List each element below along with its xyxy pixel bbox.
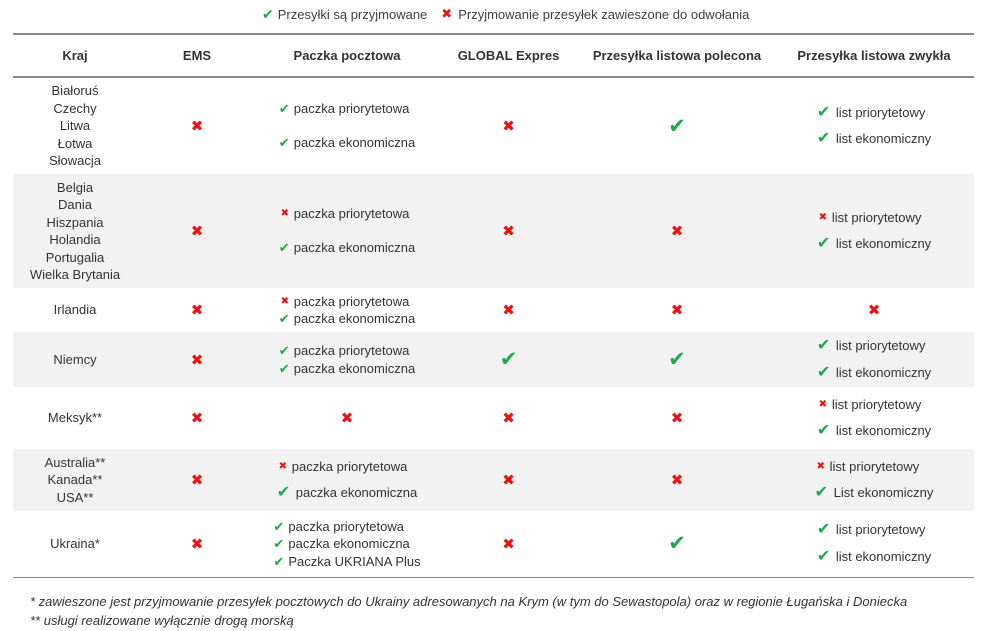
cell-polecona <box>580 332 774 387</box>
legend-suspended <box>441 6 749 22</box>
option-label: paczka priorytetowa <box>291 458 408 474</box>
check-icon: ✔ <box>273 553 285 569</box>
option-label: list priorytetowy <box>835 104 926 120</box>
cell-paczka <box>257 288 437 332</box>
cell-ems <box>137 511 257 577</box>
check-icon: ✔ <box>278 343 290 358</box>
cell-polecona <box>580 288 774 332</box>
check-icon: ✔ <box>816 521 831 539</box>
option-label: paczka priorytetowa <box>288 518 405 534</box>
header-kraj: Kraj <box>62 48 88 63</box>
option-label: paczka ekonomiczna <box>293 240 416 255</box>
cell-zwykla <box>774 288 974 332</box>
check-icon: ✔ <box>816 235 831 252</box>
option-label: list priorytetowy <box>835 522 926 538</box>
check-icon: ✔ <box>816 547 831 565</box>
check-icon: ✔ <box>668 348 686 371</box>
cell-zwykla <box>774 449 974 511</box>
table-row <box>13 449 974 511</box>
check-icon: ✔ <box>278 360 290 376</box>
cross-icon: ✖ <box>502 302 515 319</box>
cell-global <box>437 77 580 174</box>
header-listowa-polecona: Przesyłka listowa polecona <box>592 48 762 63</box>
table-row <box>13 387 974 449</box>
option-label: list ekonomiczny <box>835 236 932 251</box>
cell-ems <box>137 332 257 387</box>
check-icon: ✔ <box>816 130 831 147</box>
cell-paczka <box>257 449 437 511</box>
cell-polecona <box>580 511 774 577</box>
country-name: Holandia <box>49 232 101 247</box>
option-label: list ekonomiczny <box>835 548 932 564</box>
cross-icon: ✖ <box>190 472 204 489</box>
cell-paczka <box>257 511 437 577</box>
country-name: Kanada** <box>47 472 103 488</box>
cross-icon: ✖ <box>818 211 827 223</box>
cross-icon: ✖ <box>190 410 204 427</box>
cell-polecona <box>580 77 774 174</box>
option-label: list ekonomiczny <box>835 131 932 146</box>
option-label: list priorytetowy <box>831 209 922 225</box>
legend-accepted-label: Przesyłki są przyjmowane <box>277 6 428 22</box>
cell-polecona <box>580 449 774 511</box>
legend-suspended-label: Przyjmowanie przesyłek zawieszone do odwołania <box>458 6 750 22</box>
cell-countries <box>13 511 137 577</box>
check-icon: ✔ <box>816 337 831 354</box>
option-label: List ekonomiczny <box>833 485 934 500</box>
cell-global <box>437 511 580 577</box>
cell-countries <box>13 332 137 387</box>
country-name: Dania <box>58 197 92 212</box>
country-name: Białoruś <box>51 83 99 99</box>
cross-icon: ✖ <box>280 208 289 219</box>
cross-icon: ✖ <box>280 295 289 307</box>
cross-icon: ✖ <box>502 472 515 489</box>
option-label: paczka ekonomiczna <box>293 311 416 326</box>
option-label: list ekonomiczny <box>835 423 932 438</box>
country-name: Słowacja <box>48 153 102 169</box>
cross-icon: ✖ <box>340 410 354 427</box>
country-name: Australia** <box>44 454 106 470</box>
cross-icon: ✖ <box>670 223 684 240</box>
country-name: Meksyk** <box>47 410 103 426</box>
option-label: list priorytetowy <box>829 458 920 474</box>
cross-icon: ✖ <box>278 460 287 472</box>
check-icon: ✔ <box>262 5 274 22</box>
legend <box>262 5 749 23</box>
cell-zwykla <box>774 174 974 288</box>
cross-icon: ✖ <box>502 410 515 427</box>
option-label: Paczka UKRIANA Plus <box>288 553 421 569</box>
check-icon: ✔ <box>816 422 831 439</box>
option-label: paczka ekonomiczna <box>293 135 416 150</box>
country-name: Ukraina* <box>50 536 100 551</box>
cell-paczka <box>257 174 437 288</box>
legend-accepted <box>262 6 427 23</box>
footnotes <box>30 592 907 630</box>
header-paczka-pocztowa: Paczka pocztowa <box>293 48 401 63</box>
cell-countries <box>13 387 137 449</box>
cell-global <box>437 174 580 288</box>
option-label: list ekonomiczny <box>835 364 932 380</box>
check-icon: ✔ <box>668 114 686 138</box>
cell-zwykla <box>774 387 974 449</box>
cross-icon: ✖ <box>502 535 515 553</box>
footnote-ukraine: * zawieszone jest przyjmowanie przesyłek pocztowych do Ukrainy adresowanych na Krym (w tym do Sewastopola) oraz w regionie Ługańska i Doniecka <box>30 594 908 609</box>
cell-ems <box>137 77 257 174</box>
country-name: Łotwa <box>57 135 93 151</box>
country-name: USA** <box>56 489 94 505</box>
table-row <box>13 511 974 577</box>
check-icon: ✔ <box>273 518 285 534</box>
header-listowa-zwykla: Przesyłka listowa zwykła <box>797 48 951 63</box>
cell-countries <box>13 449 137 511</box>
cell-zwykla <box>774 332 974 387</box>
cross-icon: ✖ <box>670 302 684 319</box>
services-table <box>13 33 974 578</box>
country-name: Litwa <box>59 118 91 134</box>
check-icon: ✔ <box>278 240 290 255</box>
cross-icon: ✖ <box>502 223 515 240</box>
cell-countries <box>13 77 137 174</box>
check-icon: ✔ <box>278 101 290 116</box>
country-name: Hiszpania <box>46 214 104 230</box>
cell-paczka <box>257 332 437 387</box>
check-icon: ✔ <box>816 103 831 121</box>
cross-icon: ✖ <box>190 535 204 553</box>
cell-zwykla <box>774 77 974 174</box>
option-label: paczka ekonomiczna <box>293 360 416 376</box>
country-name: Czechy <box>53 100 97 116</box>
check-icon: ✔ <box>278 311 290 326</box>
option-label: paczka priorytetowa <box>293 343 410 358</box>
cell-paczka <box>257 77 437 174</box>
table-row <box>13 288 974 332</box>
cell-ems <box>137 174 257 288</box>
country-name: Belgia <box>56 179 94 195</box>
cell-ems <box>137 288 257 332</box>
table-row <box>13 77 974 174</box>
check-icon: ✔ <box>278 135 290 150</box>
country-name: Wielka Brytania <box>29 267 121 282</box>
cross-icon: ✖ <box>190 302 204 319</box>
cell-polecona <box>580 387 774 449</box>
option-label: paczka ekonomiczna <box>295 485 418 500</box>
cross-icon: ✖ <box>190 223 204 240</box>
country-name: Niemcy <box>53 351 97 367</box>
option-label: paczka priorytetowa <box>293 293 410 309</box>
option-label: paczka ekonomiczna <box>288 536 410 551</box>
cross-icon: ✖ <box>502 118 515 135</box>
cell-zwykla <box>774 511 974 577</box>
cell-ems <box>137 449 257 511</box>
check-icon: ✔ <box>499 348 518 371</box>
header-ems: EMS <box>182 48 212 63</box>
header-global-expres: GLOBAL Expres <box>457 48 560 63</box>
cross-icon: ✖ <box>816 460 825 472</box>
table-row <box>13 332 974 387</box>
cell-global <box>437 449 580 511</box>
cross-icon: ✖ <box>190 118 204 135</box>
option-label: paczka priorytetowa <box>293 206 410 221</box>
cell-polecona <box>580 174 774 288</box>
option-label: list priorytetowy <box>831 396 922 412</box>
cell-countries <box>13 174 137 288</box>
cross-icon: ✖ <box>867 302 881 319</box>
cell-ems <box>137 387 257 449</box>
cross-icon: ✖ <box>670 472 684 489</box>
cross-icon: ✖ <box>670 410 684 427</box>
check-icon: ✔ <box>276 484 291 501</box>
check-icon: ✔ <box>814 484 829 501</box>
cross-icon: ✖ <box>441 6 453 21</box>
country-name: Irlandia <box>53 302 97 318</box>
check-icon: ✔ <box>273 536 285 551</box>
check-icon: ✔ <box>816 363 831 381</box>
footnote-sea-mail: ** usługi realizowane wyłącznie drogą morską <box>30 613 294 628</box>
cross-icon: ✖ <box>190 351 204 369</box>
cell-global <box>437 387 580 449</box>
cell-paczka <box>257 387 437 449</box>
option-label: paczka priorytetowa <box>293 101 410 116</box>
table-row <box>13 174 974 288</box>
country-name: Portugalia <box>45 249 105 265</box>
cross-icon: ✖ <box>818 398 827 410</box>
cell-countries <box>13 288 137 332</box>
table-header-row <box>13 34 974 77</box>
option-label: list priorytetowy <box>835 338 926 353</box>
cell-global <box>437 332 580 387</box>
check-icon: ✔ <box>668 532 686 556</box>
cell-global <box>437 288 580 332</box>
